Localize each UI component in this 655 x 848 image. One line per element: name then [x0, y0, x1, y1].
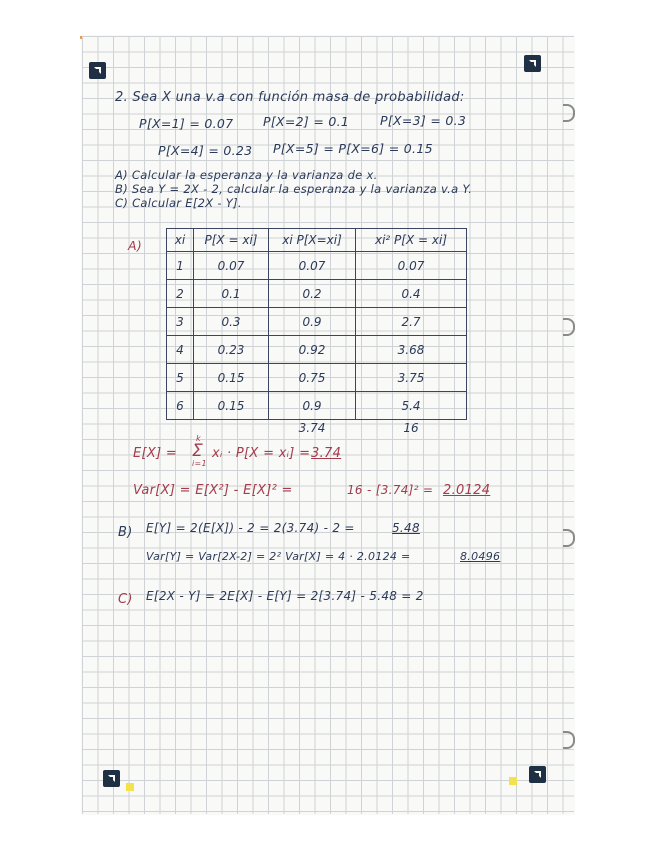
part-c-equation: E[2X - Y] = 2E[X] - E[Y] = 2[3.74] - 5.48 = 2 — [146, 589, 424, 603]
table-row — [167, 392, 467, 420]
table-cell: 3.68 — [356, 336, 467, 364]
table-cell: 0.2 — [269, 280, 356, 308]
table-total-cell — [167, 420, 194, 437]
table-cell: 0.07 — [269, 252, 356, 280]
variance-lhs: Var[X] = E[X²] - E[X]² = — [133, 483, 293, 498]
table-cell: 0.3 — [194, 308, 269, 336]
table-cell: 0.1 — [194, 280, 269, 308]
prob-x1: P[X=1] = 0.07 — [139, 116, 234, 131]
table-cell: 1 — [167, 252, 194, 280]
table-cell: 3 — [167, 308, 194, 336]
table-cell: 2 — [167, 280, 194, 308]
part-b-expectation-value: 5.48 — [392, 521, 420, 535]
table-row — [167, 364, 467, 392]
table-total-cell: 3.74 — [298, 421, 326, 435]
table-cell: 0.23 — [194, 336, 269, 364]
prob-x5-x6: P[X=5] = P[X=6] = 0.15 — [273, 141, 433, 156]
table-cell: 5 — [167, 364, 194, 392]
part-c-statement: C) Calcular E[2X - Y]. — [115, 196, 242, 210]
sum-sign: Σ — [192, 441, 204, 461]
prob-x4: P[X=4] = 0.23 — [158, 143, 253, 158]
table-header: xi P[X=xi] — [269, 229, 356, 252]
problem-header: 2. Sea X una v.a con función masa de probabilidad: — [115, 90, 465, 105]
table-header: P[X = xi] — [194, 229, 269, 252]
part-c-label: C) — [118, 592, 133, 607]
table-header-row — [167, 229, 467, 252]
table-row — [167, 308, 467, 336]
expectation-lhs: E[X] = — [133, 446, 178, 461]
table-cell: 0.4 — [356, 280, 467, 308]
table-cell: 3.75 — [356, 364, 467, 392]
sum-upper-limit: k — [196, 434, 201, 443]
expectation-value: 3.74 — [311, 446, 342, 461]
table-header: xi — [167, 229, 194, 252]
yellow-mark-right — [509, 777, 517, 785]
table-cell: 4 — [167, 336, 194, 364]
part-b-expectation: E[Y] = 2(E[X]) - 2 = 2(3.74) - 2 = — [146, 521, 355, 535]
part-b-label: B) — [118, 525, 133, 540]
table-cell: 5.4 — [356, 392, 467, 420]
table-cell: 0.92 — [269, 336, 356, 364]
bottom-left-corner-marker-icon — [103, 770, 120, 787]
variance-rhs: 16 - [3.74]² = — [347, 483, 434, 497]
sum-lower-limit: i=1 — [192, 459, 207, 468]
table-total-cell — [194, 420, 269, 437]
part-a-label: A) — [128, 238, 143, 253]
table-cell: 0.15 — [194, 392, 269, 420]
part-b-variance: Var[Y] = Var[2X-2] = 2² Var[X] = 4 · 2.0124 = — [146, 550, 411, 563]
top-left-corner-marker-icon — [89, 62, 106, 79]
table-cell: 0.9 — [269, 308, 356, 336]
probability-table — [166, 228, 467, 436]
part-b-statement: B) Sea Y = 2X - 2, calcular la esperanza y la varianza v.a Y. — [115, 182, 473, 196]
part-a-statement: A) Calcular la esperanza y la varianza de x. — [115, 168, 378, 182]
table-cell: 0.9 — [269, 392, 356, 420]
part-b-variance-value: 8.0496 — [460, 550, 501, 563]
table-cell: 6 — [167, 392, 194, 420]
table-row — [167, 280, 467, 308]
table-row — [167, 336, 467, 364]
expectation-rhs: xᵢ · P[X = xᵢ] = — [212, 446, 311, 461]
table-cell: 0.15 — [194, 364, 269, 392]
table-cell: 0.07 — [356, 252, 467, 280]
bottom-right-corner-marker-icon — [529, 766, 546, 783]
table-totals-row — [167, 420, 467, 437]
table-cell: 0.07 — [194, 252, 269, 280]
table-total-cell: 16 — [403, 421, 419, 435]
table-row — [167, 252, 467, 280]
table-header: xi² P[X = xi] — [356, 229, 467, 252]
yellow-mark-left — [126, 783, 134, 791]
prob-x2: P[X=2] = 0.1 — [263, 114, 350, 129]
table-cell: 0.75 — [269, 364, 356, 392]
table-cell: 2.7 — [356, 308, 467, 336]
top-right-corner-marker-icon — [524, 55, 541, 72]
variance-value: 2.0124 — [443, 483, 491, 498]
prob-x3: P[X=3] = 0.3 — [380, 113, 467, 128]
